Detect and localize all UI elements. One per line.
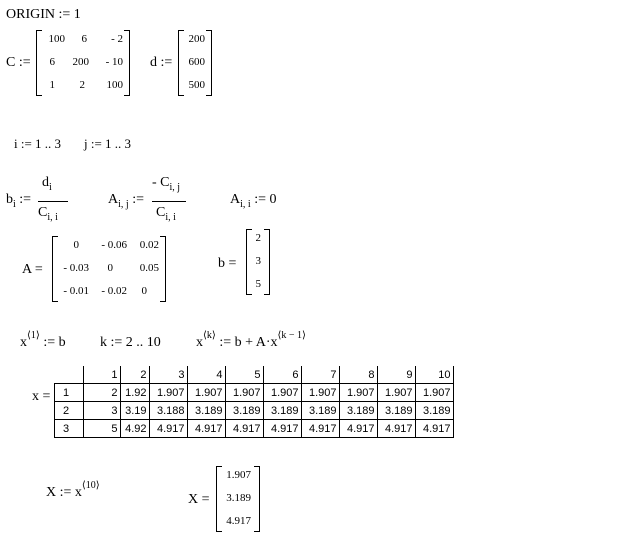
range-i[interactable]: i := 1 .. 3 bbox=[14, 136, 62, 151]
b-cell: 2 bbox=[255, 232, 261, 244]
x-final-cell: 3.189 bbox=[226, 492, 251, 504]
table-cell: 3.189 bbox=[187, 402, 225, 420]
table-cell: 1.907 bbox=[149, 384, 187, 402]
table-row bbox=[55, 420, 454, 438]
a-label: A = bbox=[22, 262, 43, 277]
c-cell: 2 bbox=[79, 79, 85, 91]
a-cell: - 0.06 bbox=[101, 239, 127, 251]
x-final-vector[interactable] bbox=[216, 466, 260, 532]
table-cell: 1.907 bbox=[415, 384, 453, 402]
x-final-definition[interactable] bbox=[46, 480, 100, 502]
fraction-bar bbox=[152, 201, 186, 202]
table-cell: 3.189 bbox=[263, 402, 301, 420]
column-header: 5 bbox=[225, 366, 263, 384]
a-cell: - 0.03 bbox=[63, 262, 89, 274]
a-def-den-sub: i, i bbox=[165, 212, 176, 223]
table-cell: 1.907 bbox=[263, 384, 301, 402]
table-cell: 1.907 bbox=[225, 384, 263, 402]
table-header-row bbox=[55, 366, 454, 384]
table-cell: 3.189 bbox=[301, 402, 339, 420]
c-cell: 1 bbox=[49, 79, 55, 91]
b-label: b = bbox=[218, 256, 237, 271]
a-cell: - 0.01 bbox=[63, 285, 89, 297]
row-header: 2 bbox=[55, 402, 84, 420]
d-label: d := bbox=[150, 55, 173, 70]
c-label: C := bbox=[6, 55, 31, 70]
table-cell: 3.189 bbox=[377, 402, 415, 420]
table-corner bbox=[55, 366, 84, 384]
b-vector[interactable] bbox=[246, 229, 270, 295]
a-matrix[interactable] bbox=[52, 236, 166, 302]
c-cell: 6 bbox=[49, 56, 55, 68]
b-cell: 5 bbox=[255, 278, 261, 290]
table-cell: 3.189 bbox=[339, 402, 377, 420]
x-final-sup: ⟨10⟩ bbox=[81, 480, 100, 491]
xk-definition[interactable] bbox=[196, 330, 306, 352]
table-cell: 1.907 bbox=[339, 384, 377, 402]
xk-base: x bbox=[196, 335, 203, 350]
c-cell: 100 bbox=[106, 79, 123, 91]
table-cell: 4.92 bbox=[120, 420, 149, 438]
c-cell: 200 bbox=[72, 56, 89, 68]
column-header: 10 bbox=[415, 366, 453, 384]
b-def-num-sub: i bbox=[49, 182, 52, 193]
b-def-lhs: b bbox=[6, 192, 13, 207]
a-diag-lhs-sub: i, i bbox=[240, 199, 251, 210]
a-def-num: - C bbox=[152, 175, 170, 190]
a-def-lhs-sub: i, j bbox=[118, 199, 129, 210]
table-cell: 3.19 bbox=[120, 402, 149, 420]
table-cell: 1.907 bbox=[187, 384, 225, 402]
table-cell: 4.917 bbox=[377, 420, 415, 438]
a-def-assign: := bbox=[132, 192, 144, 207]
x-final-cell: 1.907 bbox=[226, 469, 251, 481]
x-final-cell: 4.917 bbox=[226, 515, 251, 527]
a-diag-lhs: A bbox=[230, 192, 241, 207]
d-cell: 200 bbox=[188, 33, 205, 45]
x1-rhs: := b bbox=[43, 335, 66, 350]
table-cell: 4.917 bbox=[301, 420, 339, 438]
column-header: 9 bbox=[377, 366, 415, 384]
c-cell: - 10 bbox=[105, 56, 123, 68]
d-vector[interactable] bbox=[178, 30, 212, 96]
a-cell: 0 bbox=[73, 239, 79, 251]
column-header: 1 bbox=[83, 366, 120, 384]
a-diagonal-definition[interactable] bbox=[230, 192, 276, 213]
x1-definition[interactable] bbox=[20, 330, 66, 352]
d-cell: 500 bbox=[188, 79, 205, 91]
column-header: 7 bbox=[301, 366, 339, 384]
a-cell: 0.05 bbox=[139, 262, 159, 274]
column-header: 4 bbox=[187, 366, 225, 384]
b-def-lhs-sub: i bbox=[13, 199, 16, 210]
x-final-label: X = bbox=[188, 492, 210, 507]
x-results-table[interactable] bbox=[54, 366, 454, 438]
a-cell: 0 bbox=[141, 285, 147, 297]
range-j[interactable]: j := 1 .. 3 bbox=[84, 136, 132, 151]
a-definition[interactable] bbox=[108, 175, 198, 225]
a-cell: 0 bbox=[107, 262, 113, 274]
c-cell: - 2 bbox=[111, 33, 123, 45]
column-header: 2 bbox=[120, 366, 149, 384]
table-cell: 4.917 bbox=[149, 420, 187, 438]
c-cell: 6 bbox=[81, 33, 87, 45]
b-cell: 3 bbox=[255, 255, 261, 267]
c-cell: 100 bbox=[48, 33, 65, 45]
table-cell: 5 bbox=[83, 420, 120, 438]
table-cell: 1.92 bbox=[120, 384, 149, 402]
c-matrix[interactable] bbox=[36, 30, 130, 96]
b-def-den-sub: i, i bbox=[47, 212, 58, 223]
row-header: 3 bbox=[55, 420, 84, 438]
table-row bbox=[55, 402, 454, 420]
x-final-lhs: X := x bbox=[46, 485, 82, 500]
b-def-assign: := bbox=[19, 192, 32, 207]
xk-rhs: := b + A·x bbox=[219, 335, 278, 350]
table-cell: 3 bbox=[83, 402, 120, 420]
table-cell: 4.917 bbox=[225, 420, 263, 438]
table-cell: 4.917 bbox=[415, 420, 453, 438]
row-header: 1 bbox=[55, 384, 84, 402]
k-range[interactable]: k := 2 .. 10 bbox=[100, 335, 161, 350]
column-header: 3 bbox=[149, 366, 187, 384]
x1-sup: ⟨1⟩ bbox=[27, 330, 40, 341]
table-cell: 1.907 bbox=[301, 384, 339, 402]
table-cell: 3.188 bbox=[149, 402, 187, 420]
a-def-num-sub: i, j bbox=[169, 182, 181, 193]
b-def-num: d bbox=[42, 175, 49, 190]
x1-base: x bbox=[20, 335, 27, 350]
origin-statement[interactable]: ORIGIN := 1 bbox=[6, 7, 81, 22]
xk-rhs-sup: ⟨k − 1⟩ bbox=[277, 330, 306, 341]
table-cell: 4.917 bbox=[187, 420, 225, 438]
table-cell: 2 bbox=[83, 384, 120, 402]
column-header: 8 bbox=[339, 366, 377, 384]
b-def-den: C bbox=[38, 205, 48, 220]
a-cell: 0.02 bbox=[139, 239, 159, 251]
table-cell: 1.907 bbox=[377, 384, 415, 402]
fraction-bar bbox=[38, 201, 68, 202]
table-cell: 3.189 bbox=[415, 402, 453, 420]
a-def-den: C bbox=[156, 205, 166, 220]
xk-sup: ⟨k⟩ bbox=[203, 330, 216, 341]
table-row bbox=[55, 384, 454, 402]
a-def-lhs: A bbox=[108, 192, 119, 207]
table-cell: 4.917 bbox=[339, 420, 377, 438]
a-diag-rhs: := 0 bbox=[254, 192, 277, 207]
table-cell: 4.917 bbox=[263, 420, 301, 438]
a-cell: - 0.02 bbox=[101, 285, 127, 297]
column-header: 6 bbox=[263, 366, 301, 384]
d-cell: 600 bbox=[188, 56, 205, 68]
b-definition[interactable] bbox=[6, 175, 86, 225]
table-cell: 3.189 bbox=[225, 402, 263, 420]
x-table-label: x = bbox=[32, 389, 51, 404]
